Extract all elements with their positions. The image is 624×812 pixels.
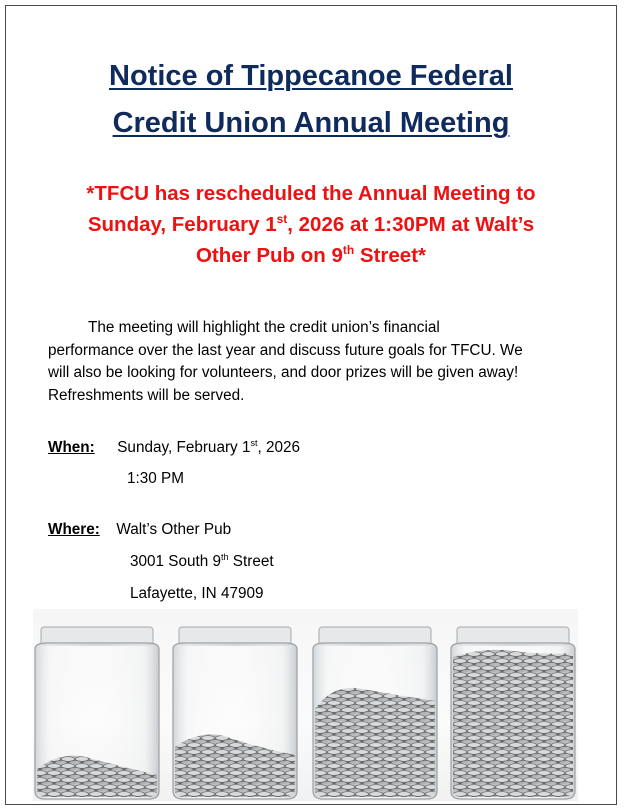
jar-2 — [173, 627, 297, 799]
description-line-4: Refreshments will be served. — [48, 386, 245, 404]
notice-page — [5, 5, 617, 805]
alert-line-1: *TFCU has rescheduled the Annual Meeting to — [86, 182, 536, 205]
when-date — [117, 439, 300, 456]
where-label: Where: — [48, 521, 100, 538]
alert-line-3-sup: th — [342, 243, 355, 258]
where-address-b: Street — [228, 553, 274, 570]
jar-3 — [313, 627, 437, 799]
description-line-1: The meeting will highlight the credit union’s financial — [88, 319, 440, 336]
when-label: When: — [48, 439, 95, 456]
where-address-a: 3001 South 9 — [130, 553, 222, 570]
where-row — [48, 520, 231, 540]
description-line-3: will also be looking for volunteers, and door prizes will be given away! — [48, 364, 519, 381]
where-address — [130, 552, 274, 572]
coin-jars-svg — [33, 609, 578, 801]
jar-1 — [35, 627, 159, 799]
title-line-2: Credit Union Annual Meeting — [112, 107, 510, 139]
title-line-1: Notice of Tippecanoe Federal — [109, 60, 513, 92]
alert-line-2a: Sunday, February 1 — [87, 213, 277, 236]
when-date-sup: st — [250, 437, 258, 448]
where-address-sup: th — [221, 551, 229, 562]
alert-line-2-sup: st — [276, 212, 288, 227]
coin-jars-image — [33, 609, 578, 801]
when-row — [48, 438, 300, 458]
when-date-a: Sunday, February 1 — [117, 439, 251, 456]
notice-title — [6, 53, 616, 147]
alert-line-2b: , 2026 at 1:30PM at Walt’s — [287, 213, 535, 236]
meeting-description — [48, 317, 608, 407]
when-time: 1:30 PM — [127, 470, 184, 487]
jar-4 — [451, 627, 575, 799]
reschedule-alert — [6, 178, 616, 271]
where-venue: Walt’s Other Pub — [116, 521, 232, 538]
description-line-2: performance over the last year and discuss future goals for TFCU. We — [48, 341, 523, 359]
alert-line-3a: Other Pub on 9 — [195, 244, 343, 267]
where-city: Lafayette, IN 47909 — [130, 585, 264, 602]
when-date-b: , 2026 — [257, 439, 300, 456]
alert-line-3b: Street* — [354, 244, 427, 267]
